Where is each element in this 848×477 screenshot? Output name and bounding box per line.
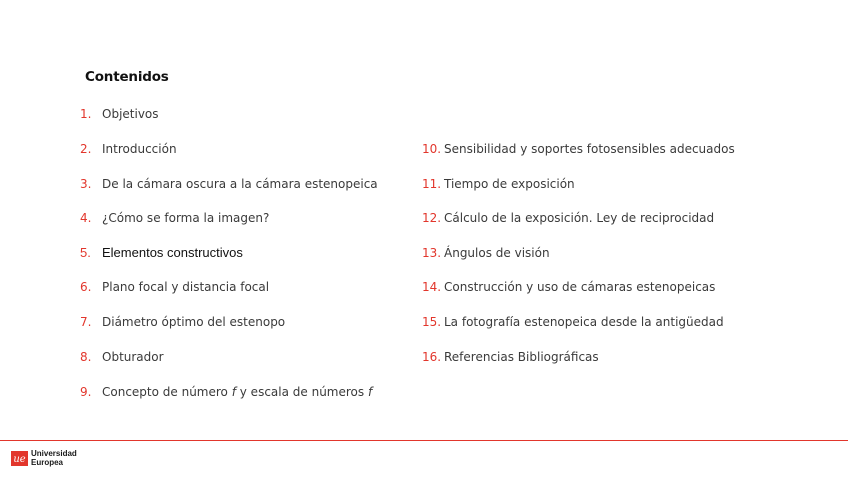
toc-item-5[interactable] bbox=[80, 244, 243, 262]
footer-divider bbox=[0, 440, 848, 441]
toc-item-7[interactable] bbox=[80, 313, 285, 331]
toc-item-12[interactable] bbox=[422, 209, 714, 227]
ue-logo-icon bbox=[11, 451, 28, 466]
toc-item-8[interactable] bbox=[80, 348, 164, 366]
toc-label: Obturador bbox=[102, 350, 164, 364]
toc-number: 16. bbox=[422, 350, 442, 364]
toc-label: Elementos constructivos bbox=[102, 245, 243, 260]
toc-item-11[interactable] bbox=[422, 175, 575, 193]
toc-number: 1. bbox=[80, 107, 92, 121]
toc-number: 9. bbox=[80, 385, 92, 399]
toc-item-16[interactable] bbox=[422, 348, 599, 366]
toc-label: Referencias Bibliográficas bbox=[444, 350, 599, 364]
toc-item-9[interactable] bbox=[80, 383, 372, 401]
toc-item-1[interactable] bbox=[80, 105, 159, 123]
university-logo bbox=[11, 449, 91, 469]
toc-number: 12. bbox=[422, 211, 442, 225]
toc-label bbox=[102, 383, 372, 401]
toc-label: ¿Cómo se forma la imagen? bbox=[102, 211, 270, 225]
toc-number: 3. bbox=[80, 177, 92, 191]
toc-number: 10. bbox=[422, 142, 442, 156]
toc-number: 14. bbox=[422, 280, 442, 294]
f-symbol: f bbox=[367, 385, 373, 399]
toc-label: Ángulos de visión bbox=[444, 246, 550, 260]
toc-item-13[interactable] bbox=[422, 244, 550, 262]
toc-number: 6. bbox=[80, 280, 92, 294]
page-title: Contenidos bbox=[85, 69, 169, 85]
toc-label: Introducción bbox=[102, 142, 177, 156]
toc-item-15[interactable] bbox=[422, 313, 724, 331]
toc-label: Tiempo de exposición bbox=[444, 177, 575, 191]
toc-label-part: Concepto de número bbox=[102, 385, 232, 399]
logo-line-1: Universidad bbox=[31, 449, 77, 458]
toc-number: 15. bbox=[422, 315, 442, 329]
toc-number: 5. bbox=[80, 245, 91, 260]
toc-number: 7. bbox=[80, 315, 92, 329]
toc-item-2[interactable] bbox=[80, 140, 177, 158]
toc-label: Diámetro óptimo del estenopo bbox=[102, 315, 286, 329]
toc-number: 13. bbox=[422, 246, 442, 260]
toc-item-3[interactable] bbox=[80, 175, 378, 193]
toc-item-10[interactable] bbox=[422, 140, 735, 158]
toc-item-4[interactable] bbox=[80, 209, 269, 227]
toc-number: 4. bbox=[80, 211, 92, 225]
toc-item-14[interactable] bbox=[422, 278, 715, 296]
toc-label: Plano focal y distancia focal bbox=[102, 280, 270, 294]
logo-text bbox=[31, 449, 77, 467]
toc-label: La fotografía estenopeica desde la antigüedad bbox=[444, 315, 724, 329]
toc-label: Cálculo de la exposición. Ley de reciprocidad bbox=[444, 211, 715, 225]
toc-number: 2. bbox=[80, 142, 92, 156]
toc-label: Objetivos bbox=[102, 107, 159, 121]
toc-label: Sensibilidad y soportes fotosensibles adecuados bbox=[444, 142, 735, 156]
toc-item-6[interactable] bbox=[80, 278, 269, 296]
logo-mark-text: ue bbox=[13, 454, 26, 465]
toc-number: 8. bbox=[80, 350, 92, 364]
toc-label-part: y escala de números bbox=[235, 385, 368, 399]
toc-number: 11. bbox=[422, 177, 442, 191]
f-symbol: f bbox=[231, 385, 236, 399]
toc-label: Construcción y uso de cámaras estenopeicas bbox=[444, 280, 716, 294]
toc-label: De la cámara oscura a la cámara estenopeica bbox=[102, 177, 378, 191]
logo-line-2: Europea bbox=[31, 458, 64, 467]
